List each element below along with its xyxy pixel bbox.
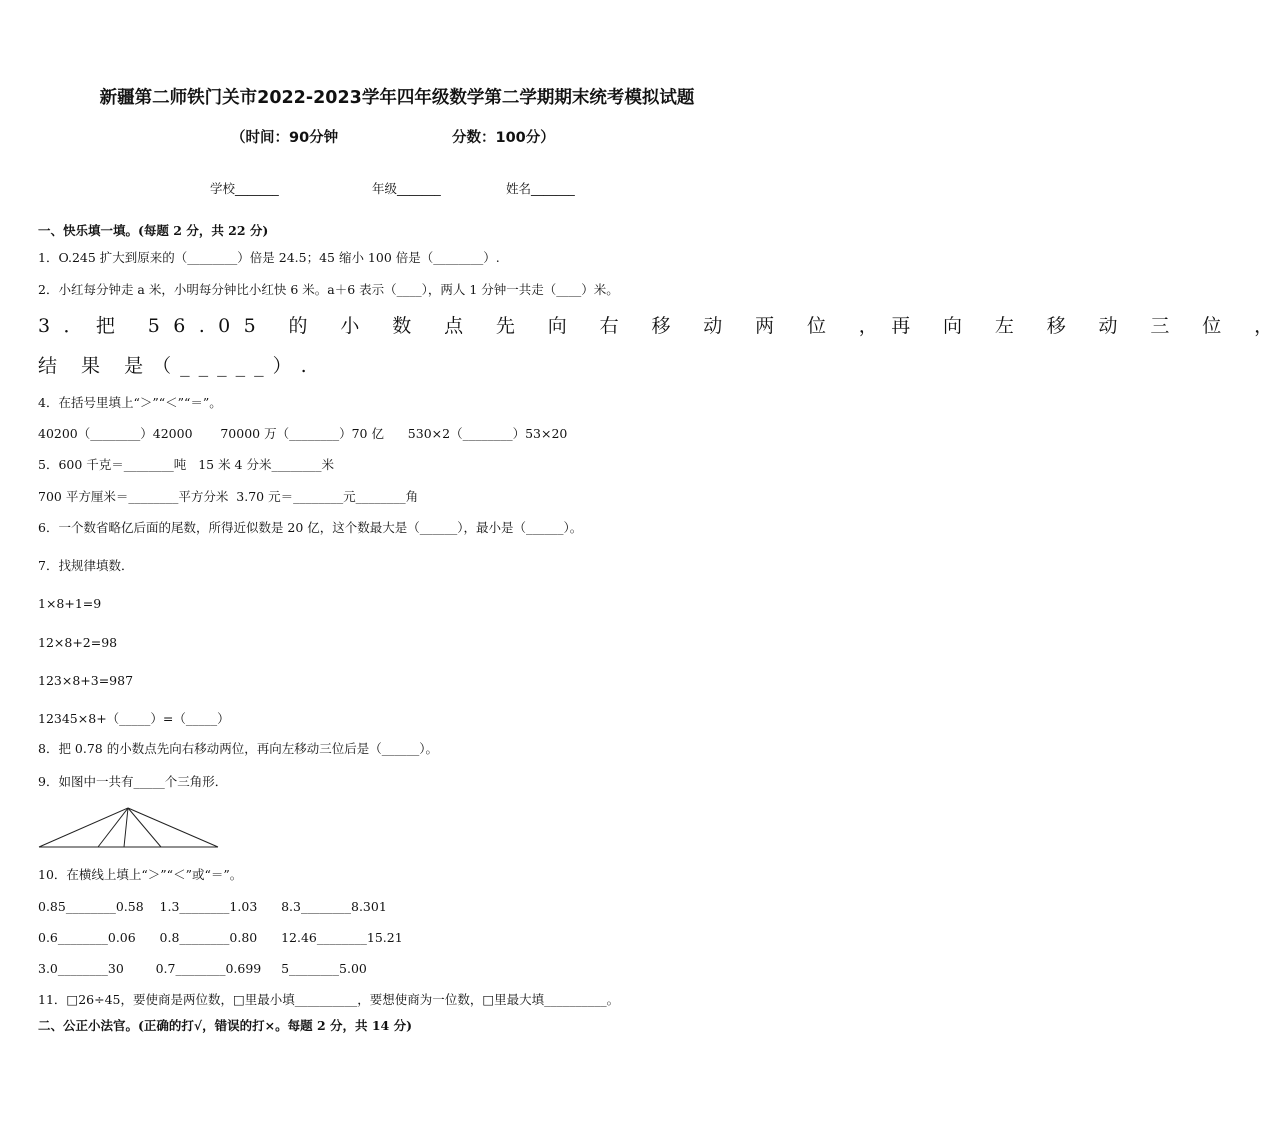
question-10-row-3: 3.0________30 0.7________0.699 5________5.00 xyxy=(38,961,367,976)
name-field: 姓名_______ xyxy=(506,181,575,196)
question-5-line-2: 700 平方厘米＝________平方分米 3.70 元＝________元________角 xyxy=(38,489,419,504)
question-4: 4．在括号里填上“＞”“＜”“＝”。 xyxy=(38,395,222,410)
exam-score: 分数：100分） xyxy=(452,130,555,146)
question-4-comparisons: 40200（________）42000 70000 万（________）70 亿 530×2（________）53×20 xyxy=(38,426,568,441)
pattern-line-3: 123×8+3=987 xyxy=(38,673,134,688)
pattern-line-2: 12×8+2=98 xyxy=(38,635,118,650)
question-3-line-2: 结 果 是（_____）. xyxy=(38,355,316,377)
question-2: 2．小红每分钟走 a 米，小明每分钟比小红快 6 米。a＋6 表示（____），两人 1 分钟一共走（____）米。 xyxy=(38,282,619,297)
question-10: 10．在横线上填上“＞”“＜”或“＝”。 xyxy=(38,867,243,882)
grade-field: 年级_______ xyxy=(372,181,441,196)
section-2-heading: 二、公正小法官。(正确的打√，错误的打×。每题 2 分，共 14 分) xyxy=(38,1018,413,1033)
question-3-line-1: 3．把 56.05 的 小 数 点 先 向 右 移 动 两 位 ，再 向 左 移 动 三 位 ， xyxy=(38,315,1286,337)
question-7: 7．找规律填数． xyxy=(38,558,134,573)
question-1: 1．O.245 扩大到原来的（________）倍是 24.5；45 缩小 100 倍是（________）. xyxy=(38,250,500,265)
question-10-row-1: 0.85________0.58 1.3________1.03 8.3________8.301 xyxy=(38,899,387,914)
question-9: 9．如图中一共有_____个三角形． xyxy=(38,774,228,789)
question-11: 11．□26÷45，要使商是两位数，□里最小填__________，要想使商为一位数，□里最大填__________。 xyxy=(38,992,620,1007)
question-10-row-2: 0.6________0.06 0.8________0.80 12.46________15.21 xyxy=(38,930,403,945)
question-6: 6．一个数省略亿后面的尾数，所得近似数是 20 亿，这个数最大是（______），最小是（______）。 xyxy=(38,520,583,535)
pattern-line-1: 1×8+1=9 xyxy=(38,596,102,611)
question-8: 8．把 0.78 的小数点先向右移动两位，再向左移动三位后是（______）。 xyxy=(38,741,438,756)
section-1-heading: 一、快乐填一填。(每题 2 分，共 22 分) xyxy=(38,223,269,238)
pattern-line-4: 12345×8+（_____）=（_____） xyxy=(38,711,230,726)
triangle-figure xyxy=(36,805,222,851)
question-5-line-1: 5．600 千克＝________吨 15 米 4 分米________米 xyxy=(38,457,334,472)
school-field: 学校_______ xyxy=(210,181,279,196)
page-title: 新疆第二师铁门关市2022-2023学年四年级数学第二学期期末统考模拟试题 xyxy=(99,88,695,108)
exam-time: （时间：90分钟 xyxy=(231,130,339,146)
